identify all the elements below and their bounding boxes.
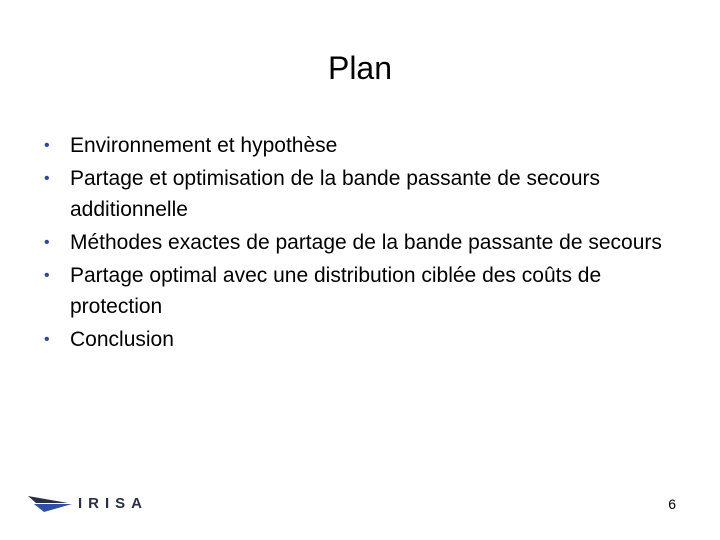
bullet-icon: • bbox=[44, 170, 50, 187]
bullet-item bbox=[44, 163, 672, 225]
bullet-icon: • bbox=[44, 331, 50, 348]
irisa-swoosh-icon bbox=[28, 494, 74, 514]
bullet-item bbox=[44, 130, 672, 161]
bullet-text: Méthodes exactes de partage de la bande passante de secours bbox=[70, 231, 662, 254]
bullet-item bbox=[44, 324, 672, 355]
bullet-icon: • bbox=[44, 234, 50, 251]
bullet-text: Partage et optimisation de la bande passante de secours additionnelle bbox=[70, 167, 601, 221]
bullet-list bbox=[44, 130, 672, 357]
bullet-icon: • bbox=[44, 267, 50, 284]
logo-text: IRISA bbox=[78, 495, 149, 512]
bullet-item bbox=[44, 260, 672, 322]
page-number: 6 bbox=[668, 496, 676, 512]
bullet-text: Environnement et hypothèse bbox=[70, 134, 338, 157]
irisa-logo bbox=[28, 494, 149, 514]
bullet-icon: • bbox=[44, 137, 50, 154]
bullet-text: Conclusion bbox=[70, 328, 174, 351]
slide-title: Plan bbox=[327, 50, 393, 86]
bullet-text: Partage optimal avec une distribution ciblée des coûts de protection bbox=[70, 264, 602, 318]
bullet-item bbox=[44, 227, 672, 258]
